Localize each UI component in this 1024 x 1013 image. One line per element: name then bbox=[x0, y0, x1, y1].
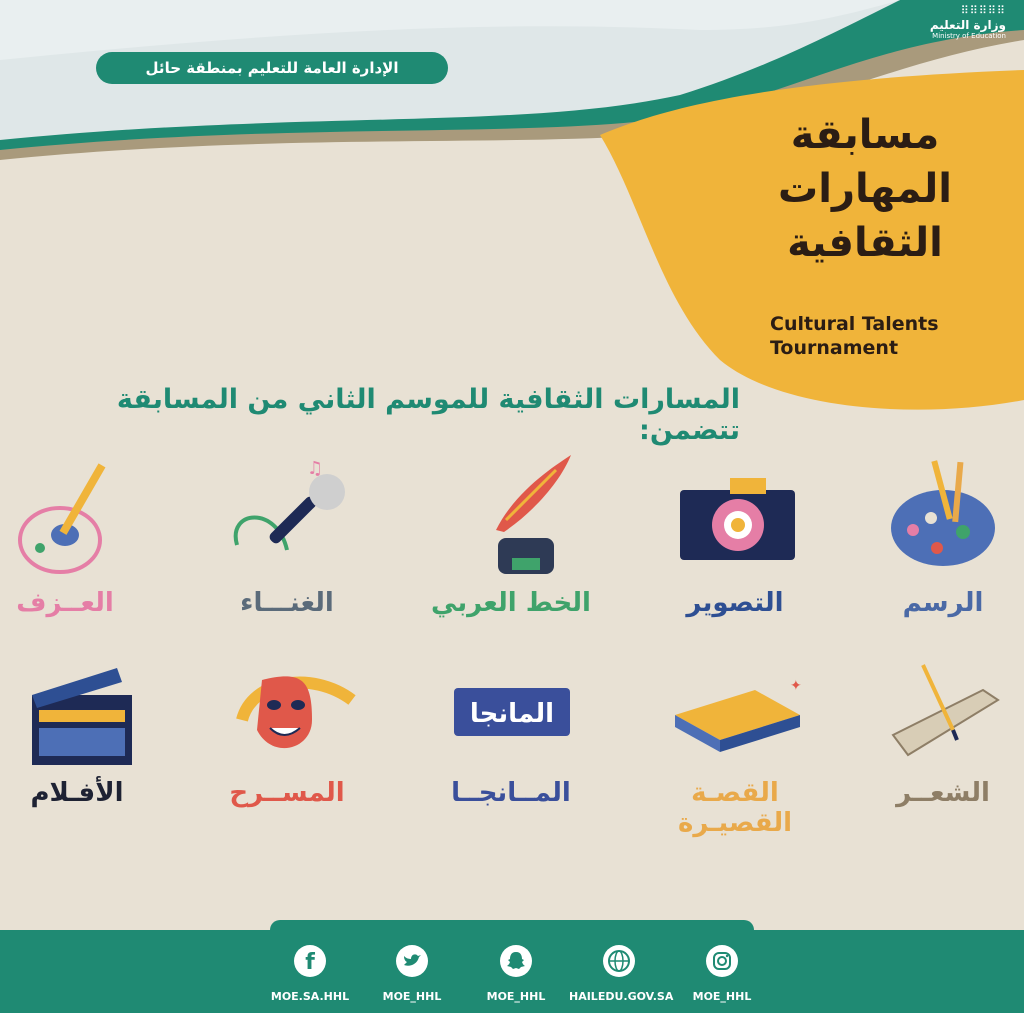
logo-line-2: المهارات bbox=[778, 166, 952, 212]
track-label: المــانجــا bbox=[451, 778, 571, 808]
social-label: HAILEDU.GOV.SA bbox=[569, 990, 674, 1003]
page-heading: المسارات الثقافية للموسم الثاني من المسابقة تتضمن: bbox=[116, 384, 740, 446]
manga-badge: المانجا bbox=[469, 699, 555, 729]
twitter-icon bbox=[395, 944, 429, 978]
social-website[interactable] bbox=[569, 944, 674, 1003]
social-label: MOE.SA.HHL bbox=[270, 990, 350, 1003]
track-calligraphy bbox=[426, 450, 596, 618]
social-label: MOE_HHL bbox=[486, 990, 546, 1003]
snapchat-icon bbox=[499, 944, 533, 978]
manga-icon bbox=[436, 660, 586, 770]
footer bbox=[0, 930, 1024, 1013]
palette-icon bbox=[883, 450, 1003, 580]
ministry-logo bbox=[896, 4, 1006, 41]
track-theater bbox=[202, 660, 372, 808]
track-label: الغنـــاء bbox=[240, 588, 334, 618]
instagram-icon bbox=[705, 944, 739, 978]
social-label: MOE_HHL bbox=[382, 990, 442, 1003]
facebook-icon bbox=[293, 944, 327, 978]
ministry-emblem-icon: ⠿⠿⠿⠿⠿ bbox=[960, 4, 1006, 17]
svg-text:f: f bbox=[305, 950, 315, 975]
globe-icon bbox=[602, 944, 636, 978]
track-drawing bbox=[858, 450, 1024, 618]
track-poetry bbox=[858, 660, 1024, 808]
track-label: الرسم bbox=[902, 588, 984, 618]
scroll-quill-icon bbox=[883, 660, 1003, 770]
track-short-story bbox=[650, 660, 820, 838]
microphone-icon bbox=[217, 450, 357, 580]
track-label: التصوير bbox=[686, 588, 784, 618]
track-singing bbox=[202, 450, 372, 618]
track-label: الأفـلام bbox=[30, 778, 124, 808]
social-twitter[interactable] bbox=[362, 944, 462, 1003]
ministry-name-ar: وزارة التعليم bbox=[929, 18, 1006, 32]
svg-text:✦: ✦ bbox=[790, 678, 802, 694]
logo-en-line-1: Cultural Talents bbox=[770, 313, 939, 335]
track-label: المســرح bbox=[229, 778, 345, 808]
camera-icon bbox=[670, 450, 800, 580]
clapperboard-icon bbox=[7, 660, 147, 770]
logo-en-line-2: Tournament bbox=[770, 337, 899, 359]
svg-text:♫: ♫ bbox=[307, 458, 324, 479]
social-label: MOE_HHL bbox=[692, 990, 752, 1003]
social-instagram[interactable] bbox=[672, 944, 772, 1003]
track-photography bbox=[650, 450, 820, 618]
quill-ink-icon bbox=[446, 450, 576, 580]
footer-notch bbox=[270, 920, 754, 940]
logo-line-3: الثقافية bbox=[787, 220, 943, 266]
logo-line-1: مسابقة bbox=[790, 112, 940, 158]
social-snapchat[interactable] bbox=[466, 944, 566, 1003]
track-label: الشعــر bbox=[896, 778, 990, 808]
books-icon bbox=[660, 660, 810, 770]
oud-icon bbox=[0, 450, 130, 580]
track-label: القصـة القصيـرة bbox=[677, 778, 793, 838]
track-label: الخط العربي bbox=[431, 588, 591, 618]
directorate-banner: الإدارة العامة للتعليم بمنطقة حائل bbox=[96, 52, 448, 84]
tournament-logo-en bbox=[770, 312, 970, 360]
track-instrument bbox=[0, 450, 150, 618]
tournament-logo-ar bbox=[762, 108, 968, 270]
track-label: العــزف bbox=[16, 588, 114, 618]
ministry-name-en: Ministry of Education bbox=[932, 32, 1006, 40]
track-manga bbox=[426, 660, 596, 808]
theater-mask-icon bbox=[212, 660, 362, 770]
social-facebook[interactable] bbox=[260, 944, 360, 1003]
track-films bbox=[0, 660, 162, 808]
